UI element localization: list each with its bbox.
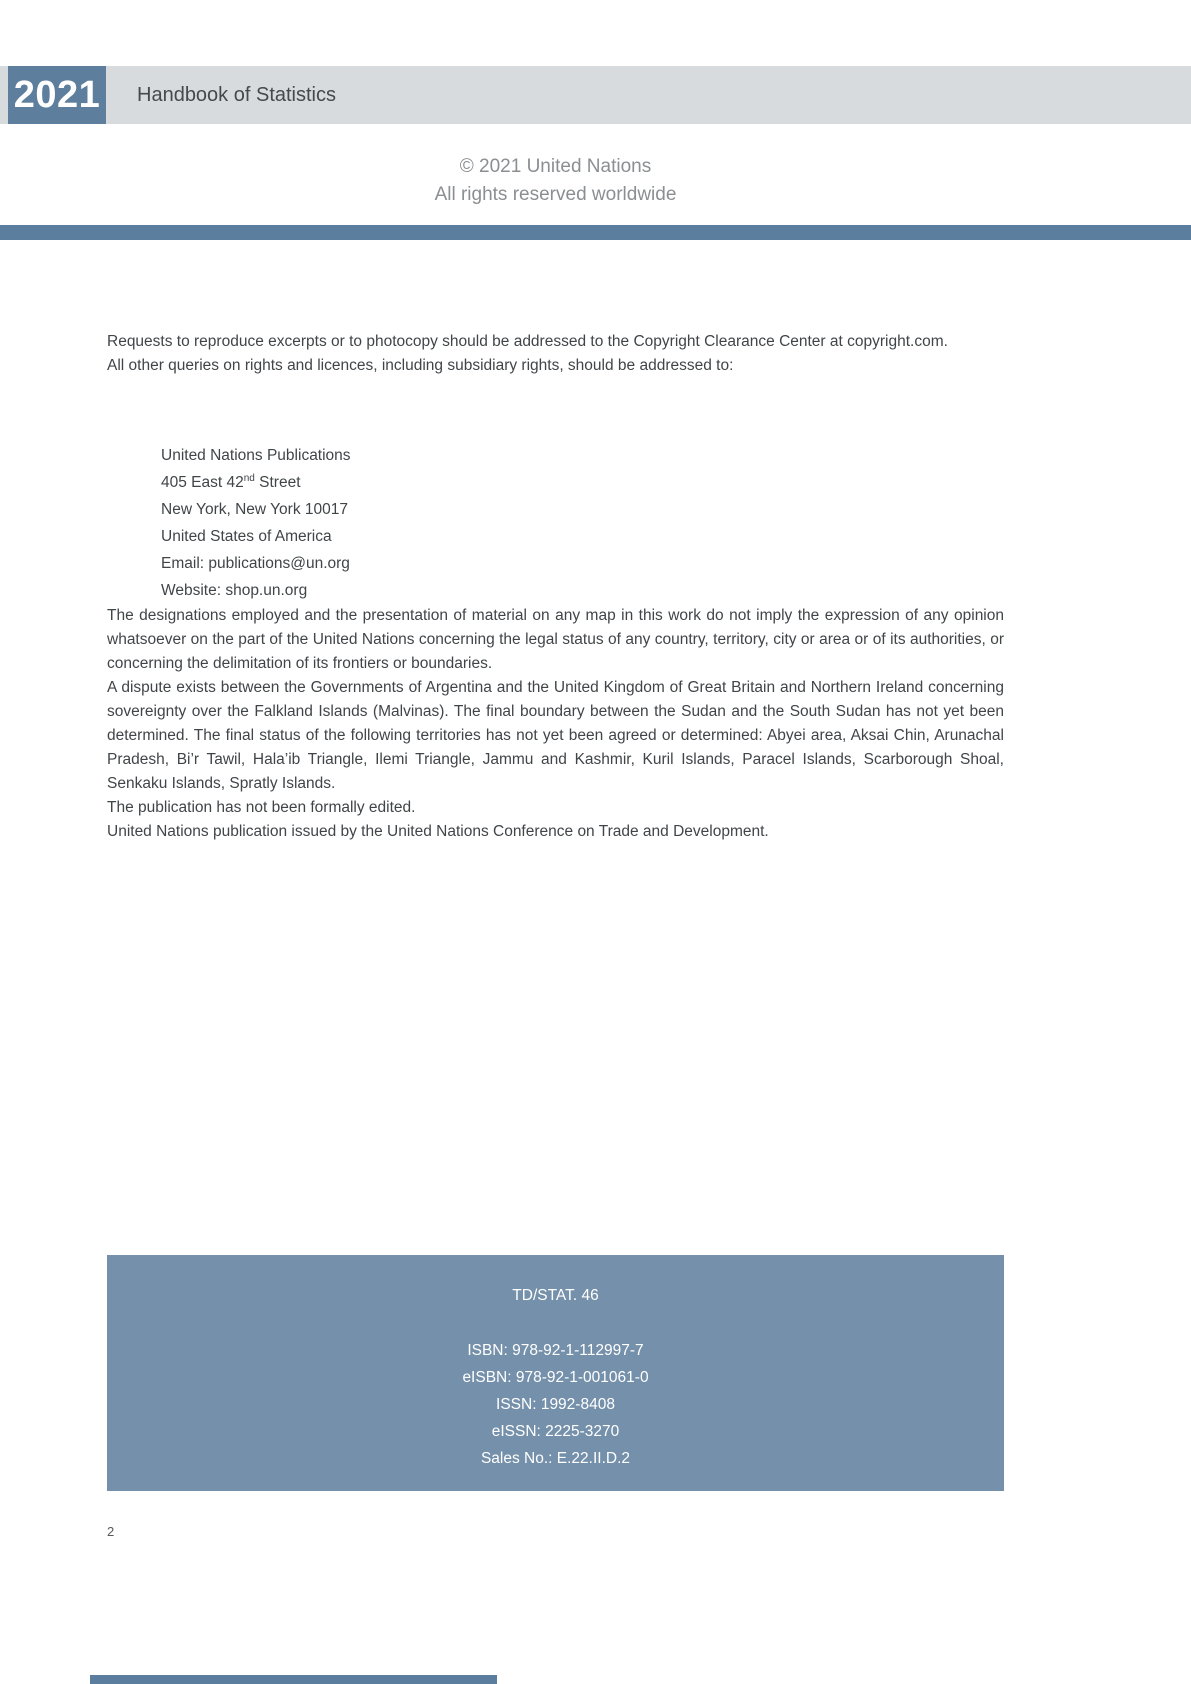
isbn-line: ISBN: 978-92-1-112997-7 — [467, 1342, 644, 1359]
publication-title: Handbook of Statistics — [137, 83, 336, 106]
designations-paragraph: The designations employed and the presentation of material on any map in this work do not imply the expression of any opinion whatsoever on the part of the United Nations concerning the legal status of any country, territory, city or area or of its authorities, or concerning the delimitation of its frontiers or boundaries. — [107, 607, 1004, 672]
publisher-email: Email: publications@un.org — [161, 555, 350, 572]
top-banner — [0, 66, 1191, 124]
document-number: TD/STAT. 46 — [512, 1287, 599, 1304]
not-edited-line: The publication has not been formally edited. — [107, 799, 416, 816]
street-name: Street — [254, 474, 301, 491]
publication-info-box — [107, 1255, 1004, 1491]
year-label: 2021 — [13, 73, 101, 116]
dispute-paragraph: A dispute exists between the Governments of Argentina and the United Kingdom of Great Britain and Northern Ireland concerning sovereignty over the Falkland Islands (Malvinas). The final boundary between the Sudan and the South Sudan has not yet been determined. The final status of the following territories has not yet been agreed or determined: Abyei area, Aksai Chin, Arunachal Pradesh, Bi’r Tawil, Hala’ib Triangle, Ilemi Triangle, Jammu and Kashmir, Kuril Islands, Paracel Islands, Scarborough Shoal, Senkaku Islands, Spratly Islands. — [107, 679, 1004, 792]
eisbn-line: eISBN: 978-92-1-001061-0 — [462, 1369, 649, 1386]
street-number: 405 East 42 — [161, 474, 244, 491]
rights-reserved-line: All rights reserved worldwide — [434, 184, 677, 205]
body-text — [107, 330, 1004, 844]
queries-paragraph: All other queries on rights and licences, including subsidiary rights, should be addressed to: — [107, 357, 734, 374]
street-ordinal: nd — [243, 472, 255, 484]
year-badge — [8, 66, 106, 124]
issued-by-line: United Nations publication issued by the United Nations Conference on Trade and Development. — [107, 823, 769, 840]
bottom-accent-bar — [90, 1675, 497, 1684]
issn-line: ISSN: 1992-8408 — [496, 1396, 615, 1413]
copyright-line: © 2021 United Nations — [459, 156, 652, 177]
publisher-city: New York, New York 10017 — [161, 501, 348, 518]
requests-paragraph: Requests to reproduce excerpts or to photocopy should be addressed to the Copyright Clearance Center at copyright.com. — [107, 333, 948, 350]
sales-number-line: Sales No.: E.22.II.D.2 — [480, 1450, 631, 1467]
eissn-line: eISSN: 2225-3270 — [491, 1423, 620, 1440]
copyright-block — [107, 153, 1004, 209]
divider-bar — [0, 225, 1191, 240]
publisher-country: United States of America — [161, 528, 332, 545]
publisher-name: United Nations Publications — [161, 447, 351, 464]
publisher-address — [161, 442, 1004, 604]
publisher-website: Website: shop.un.org — [161, 582, 308, 599]
page-number: 2 — [107, 1524, 115, 1539]
publisher-street — [161, 469, 1004, 496]
